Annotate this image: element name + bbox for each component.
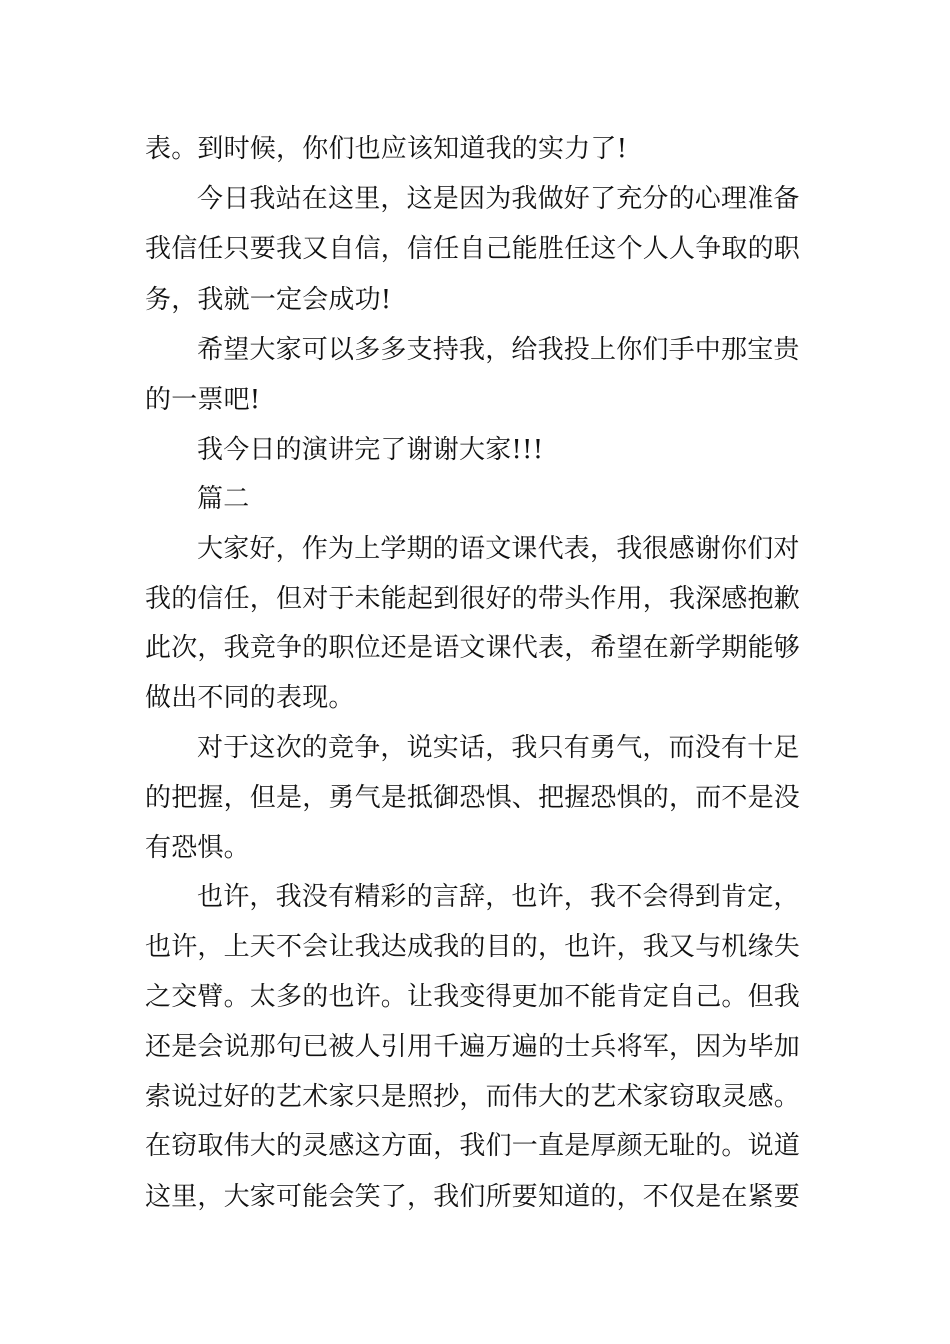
text-line: 我的信任，但对于未能起到很好的带头作用，我深感抱歉 — [145, 584, 801, 614]
text-line: 希望大家可以多多支持我，给我投上你们手中那宝贵 — [197, 335, 800, 365]
text-line: 做出不同的表现。 — [145, 683, 355, 713]
text-line: 在窃取伟大的灵感这方面，我们一直是厚颜无耻的。说道 — [145, 1131, 801, 1161]
text-line: 还是会说那句已被人引用千遍万遍的士兵将军，因为毕加 — [145, 1032, 801, 1062]
text-line: 我今日的演讲完了谢谢大家!!! — [197, 435, 544, 465]
text-line: 的把握，但是，勇气是抵御恐惧、把握恐惧的，而不是没 — [145, 783, 801, 813]
section-heading: 篇二 — [197, 484, 250, 514]
text-line: 表。到时候，你们也应该知道我的实力了! — [145, 134, 628, 164]
text-line: 我信任只要我又自信，信任自己能胜任这个人人争取的职 — [145, 234, 801, 264]
text-line: 今日我站在这里，这是因为我做好了充分的心理准备 — [197, 184, 800, 214]
text-line: 也许，上天不会让我达成我的目的，也许，我又与机缘失 — [145, 932, 801, 962]
text-line: 这里，大家可能会笑了，我们所要知道的，不仅是在紧要 — [145, 1182, 801, 1212]
text-line: 有恐惧。 — [145, 833, 250, 863]
text-line: 大家好，作为上学期的语文课代表，我很感谢你们对 — [197, 534, 800, 564]
text-line: 对于这次的竞争，说实话，我只有勇气，而没有十足 — [197, 733, 800, 763]
text-line: 索说过好的艺术家只是照抄，而伟大的艺术家窃取灵感。 — [145, 1082, 801, 1112]
text-line: 务，我就一定会成功! — [145, 285, 392, 315]
text-line: 也许，我没有精彩的言辞，也许，我不会得到肯定， — [197, 882, 800, 912]
text-line: 的一票吧! — [145, 385, 261, 415]
text-line: 此次，我竞争的职位还是语文课代表，希望在新学期能够 — [145, 633, 801, 663]
text-line: 之交臂。太多的也许。让我变得更加不能肯定自己。但我 — [145, 982, 801, 1012]
